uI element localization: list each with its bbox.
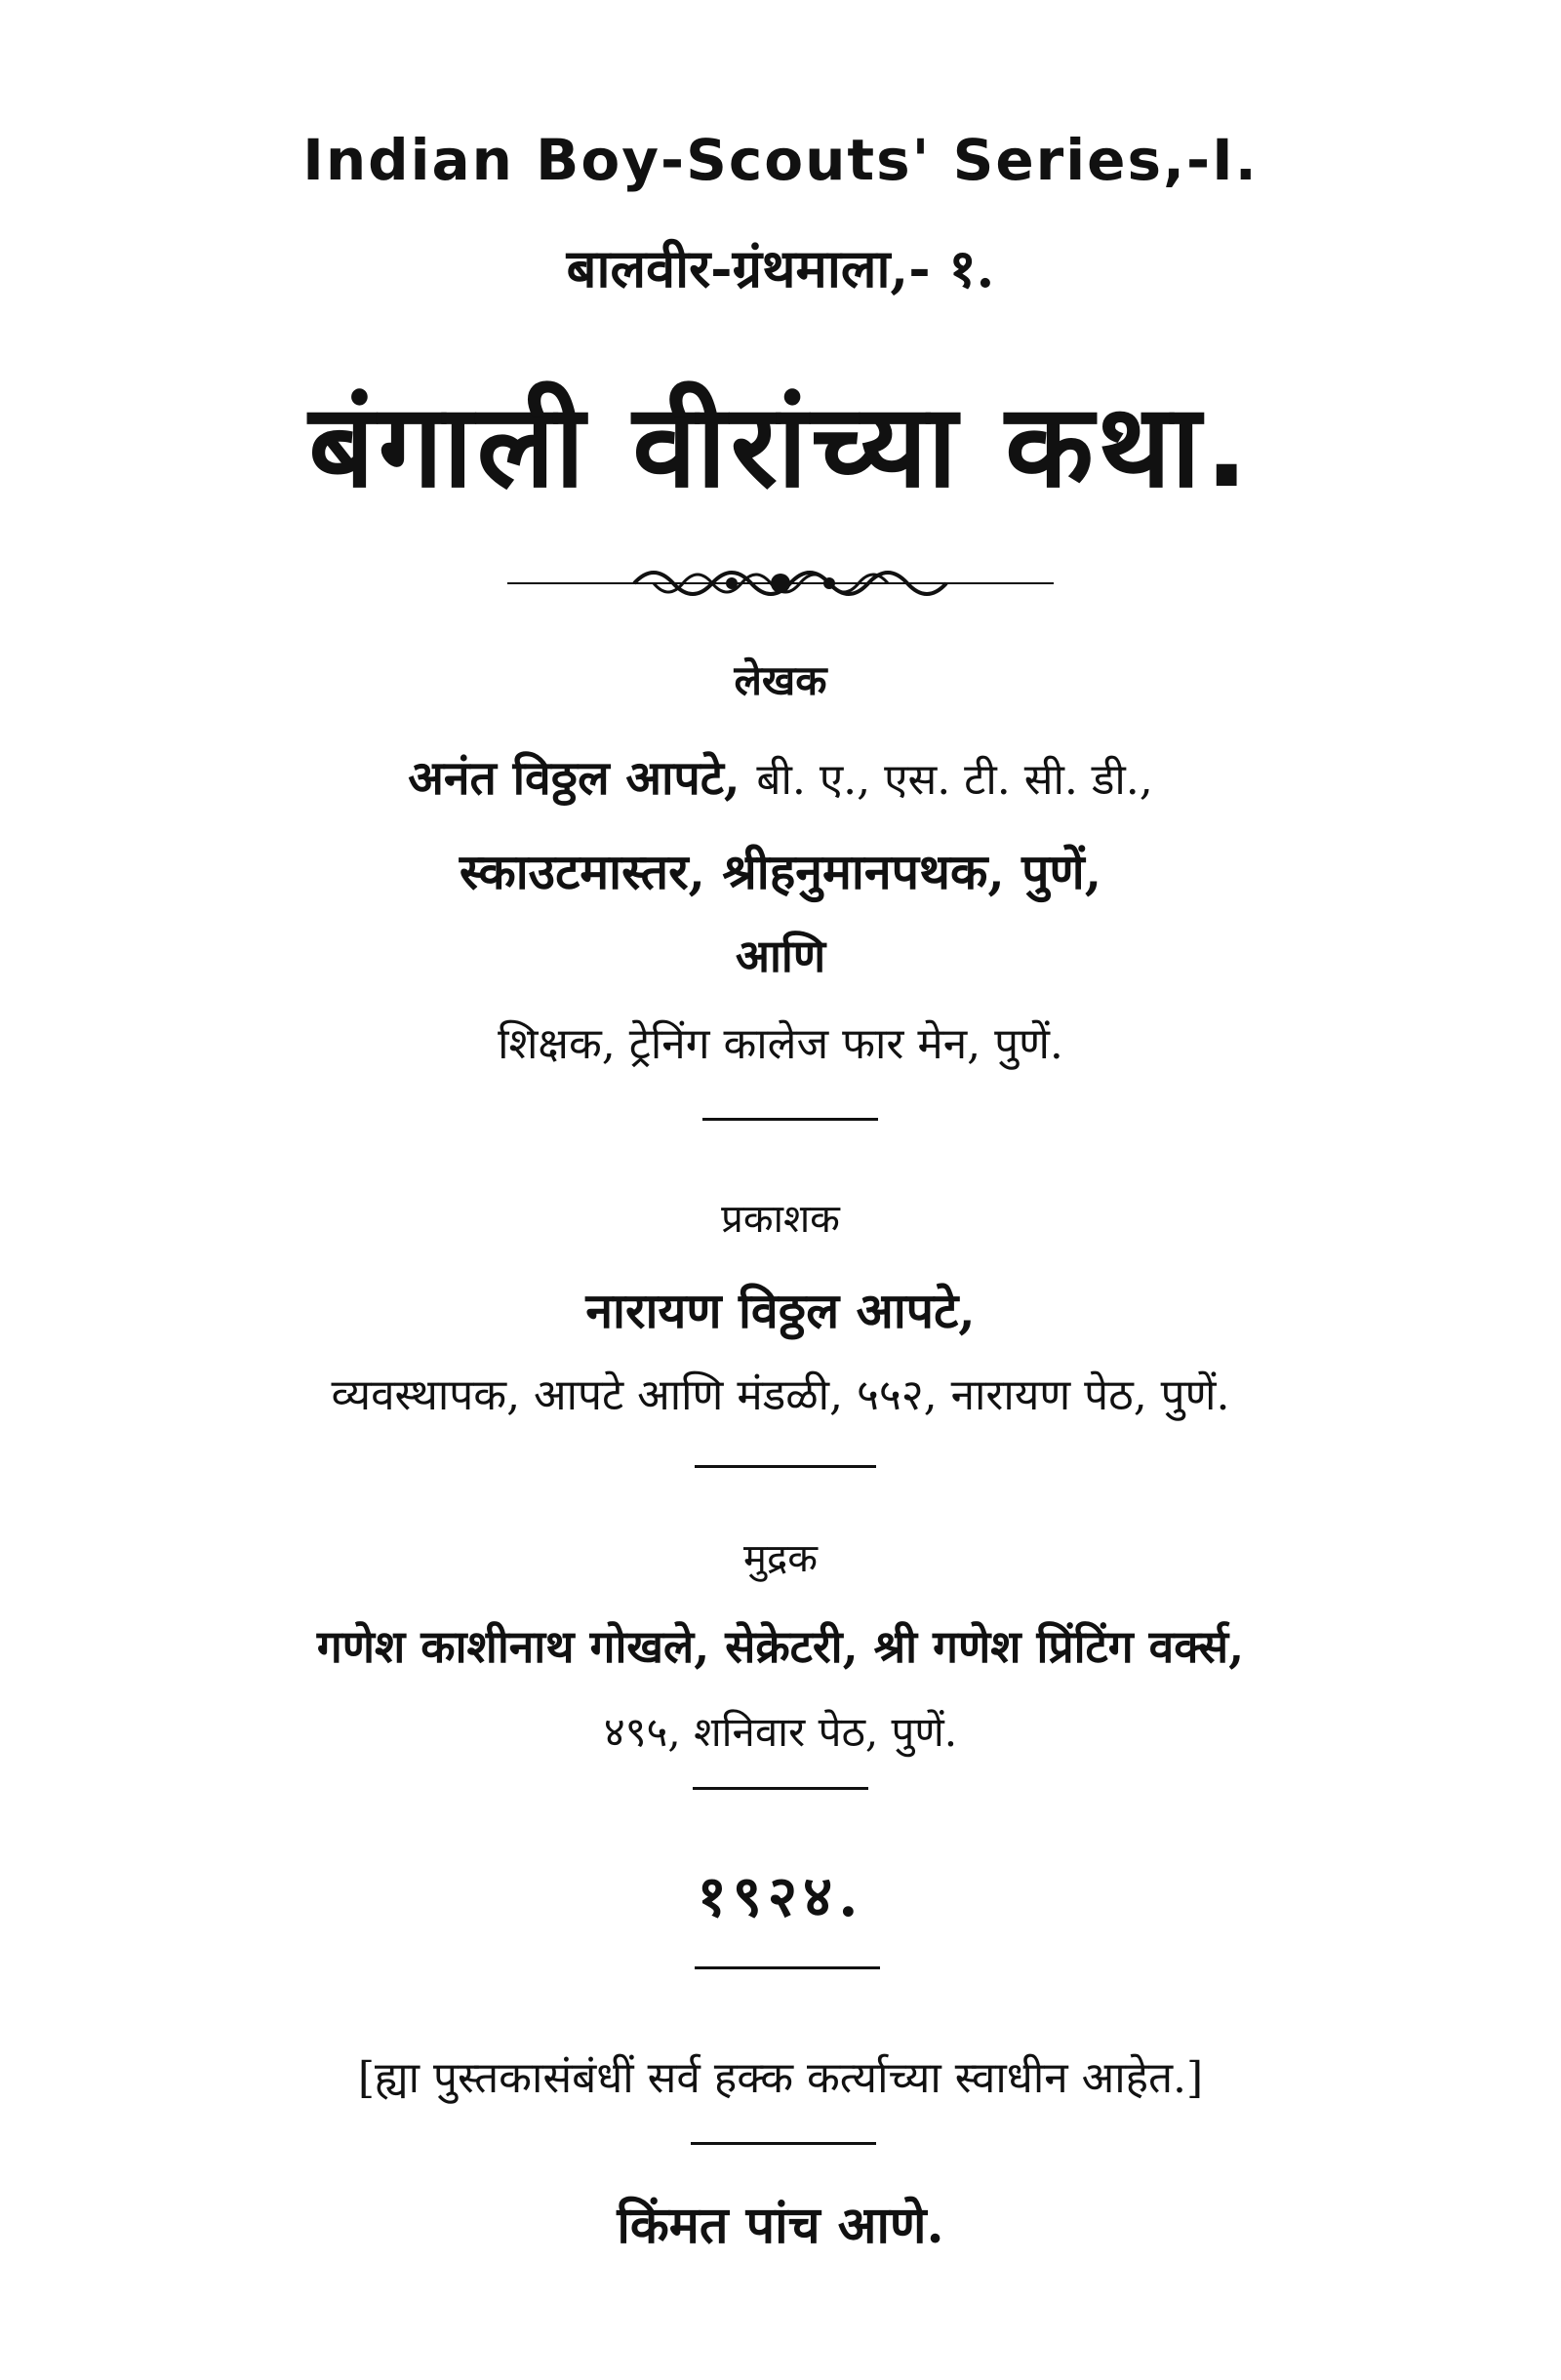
price: किंमत पांच आणे. xyxy=(617,2196,944,2255)
series-title-english: Indian Boy-Scouts' Series,-I. xyxy=(302,127,1259,193)
divider-rule xyxy=(702,1118,878,1121)
author-degrees: बी. ए., एस. टी. सी. डी., xyxy=(756,755,1153,805)
author-name: अनंत विठ्ठल आपटे, xyxy=(408,751,740,806)
divider-rule xyxy=(695,1966,880,1969)
book-title: बंगाली वीरांच्या कथा. xyxy=(308,378,1253,513)
publisher-label: प्रकाशक xyxy=(721,1197,840,1242)
publisher-address: व्यवस्थापक, आपटे आणि मंडळी, ५५२, नारायण पेठ, पुणें. xyxy=(331,1370,1230,1420)
conjunction-and: आणि xyxy=(735,930,826,982)
divider-rule xyxy=(693,1787,868,1790)
author-name-line xyxy=(0,745,1561,809)
divider-rule xyxy=(695,1465,876,1468)
series-title-marathi: बालवीर-ग्रंथमाला,- १. xyxy=(566,237,995,299)
printer-address: ४९५, शनिवार पेठ, पुणें. xyxy=(603,1708,958,1756)
ornament-divider-icon xyxy=(488,554,1073,613)
author-label: लेखक xyxy=(734,656,827,704)
publication-year: १९२४. xyxy=(697,1863,864,1929)
author-second-role: शिक्षक, ट्रेनिंग कालेज फार मेन, पुणें. xyxy=(498,1019,1063,1069)
copyright-notice: [ह्या पुस्तकासंबंधीं सर्व हक्क कर्त्याच्या स्वाधीन आहेत.] xyxy=(357,2053,1204,2103)
author-role: स्काउटमास्तर, श्रीहनुमानपथक, पुणें, xyxy=(459,843,1102,900)
publisher-name: नारायण विठ्ठल आपटे, xyxy=(585,1282,976,1339)
printer-name: गणेश काशीनाथ गोखले, सेक्रेटरी, श्री गणेश प्रिंटिंग वर्क्स, xyxy=(316,1620,1245,1673)
divider-rule xyxy=(691,2142,876,2145)
printer-label: मुद्रक xyxy=(743,1536,818,1581)
